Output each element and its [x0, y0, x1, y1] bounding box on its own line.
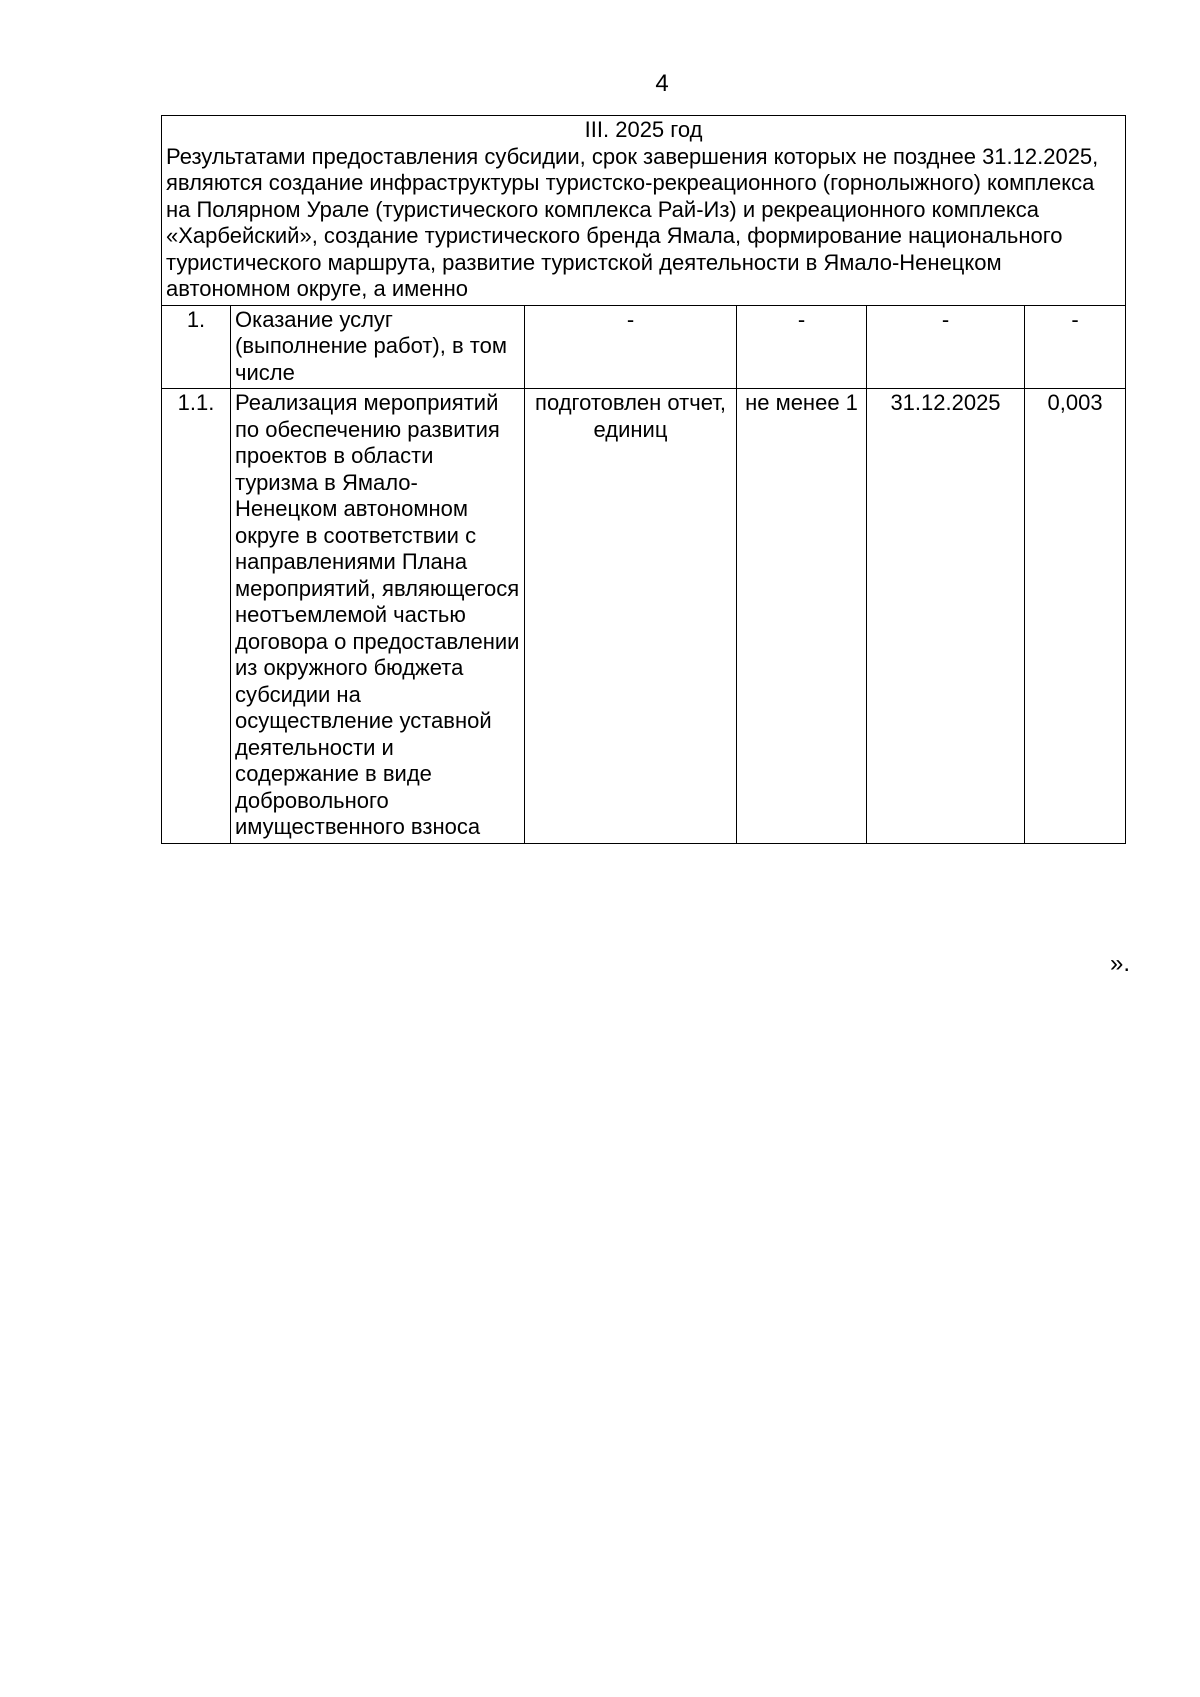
row-indicator: подготовлен отчет, единиц: [525, 389, 737, 844]
row-number: 1.1.: [162, 389, 231, 844]
page-number: 4: [655, 70, 669, 97]
table-row: [162, 305, 1126, 389]
results-table: [161, 115, 1126, 844]
table-row: [162, 389, 1126, 844]
section-description: Результатами предоставления субсидии, срок завершения которых не позднее 31.12.2025, являются создание инфраструктуры туристско-рекреационного (горнолыжного) комплекса на Полярном Урале (туристического комплекса Рай-Из) и рекреационного комплекса «Харбейский», создание туристического бренда Ямала, формирование национального туристического маршрута, развитие туристской деятельности в Ямало-Ненецком автономном округе, а именно: [166, 143, 1099, 301]
section-header-cell: [162, 116, 1126, 306]
row-date: -: [867, 305, 1025, 389]
row-number: 1.: [162, 305, 231, 389]
section-title: III. 2025 год: [584, 117, 703, 142]
row-amount: 0,003: [1025, 389, 1126, 844]
row-name: Оказание услуг (выполнение работ), в том числе: [231, 305, 525, 389]
section-header-row: [162, 116, 1126, 306]
row-name: Реализация мероприятий по обеспечению развития проектов в области туризма в Ямало-Ненецком автономном округе в соответствии с направлениями Плана мероприятий, являющегося неотъемлемой частью договора о предоставлении из окружного бюджета субсидии на осуществление уставной деятельности и содержание в виде добровольного имущественного взноса: [231, 389, 525, 844]
row-value: не менее 1: [737, 389, 867, 844]
row-amount: -: [1025, 305, 1126, 389]
row-date: 31.12.2025: [867, 389, 1025, 844]
closing-quote-mark: ».: [1110, 950, 1131, 977]
row-indicator: -: [525, 305, 737, 389]
row-value: -: [737, 305, 867, 389]
